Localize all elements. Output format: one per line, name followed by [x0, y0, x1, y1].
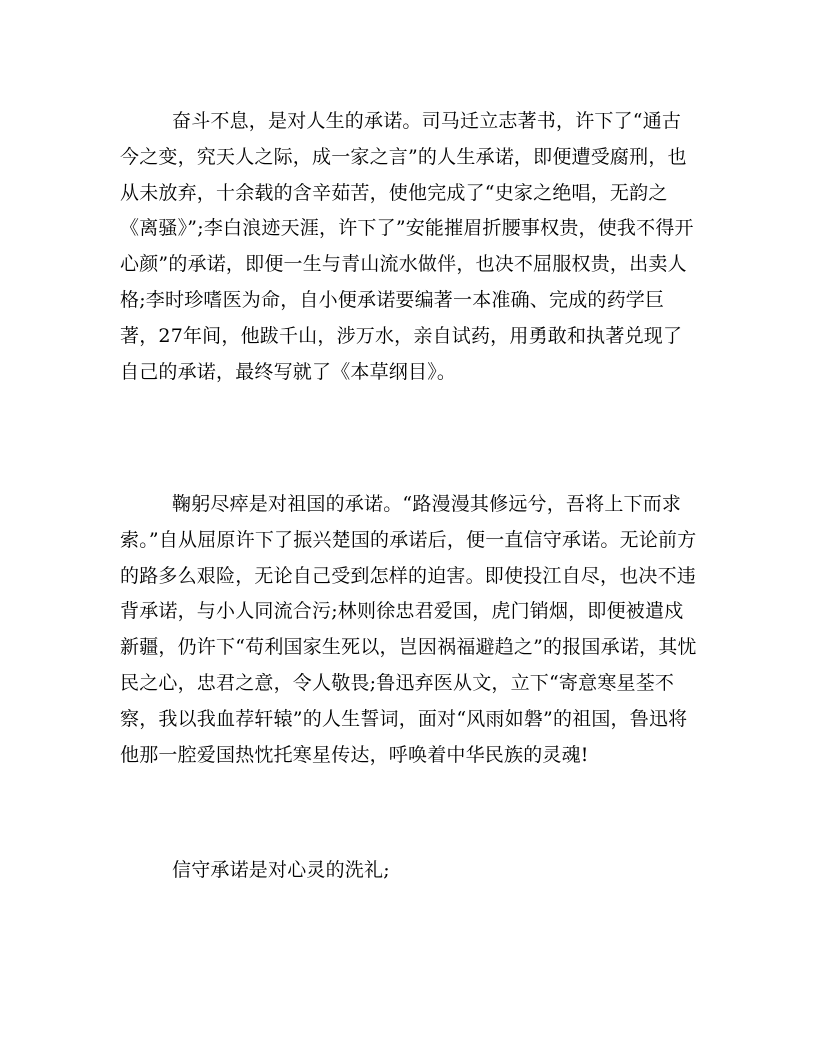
paragraph-patriotism: 鞠躬尽瘁是对祖国的承诺。“路漫漫其修远兮，吾将上下而求索。”自从屈原许下了振兴楚国的承诺后，便一直信守承诺。无论前方的路多么艰险，无论自己受到怎样的迫害。即使投江自尽，也决不违背承诺，与小人同流合污;林则徐忠君爱国，虎门销烟，即便被遣戍新疆，仍许下“苟利国家生死以，岂因祸福避趋之”的报国承诺，其忧民之心，忠君之意，令人敬畏;鲁迅弃医从文，立下“寄意寒星荃不察，我以我血荐轩辕”的人生誓词，面对“风雨如磐”的祖国，鲁迅将他那一腔爱国热忱托寒星传达，呼唤着中华民族的灵魂!	[120, 493, 697, 766]
paragraph-soul-cleansing: 信守承诺是对心灵的洗礼;	[172, 859, 390, 881]
paragraph-perseverance: 奋斗不息，是对人生的承诺。司马迁立志著书，许下了“通古今之变，究天人之际，成一家之言”的人生承诺，即便遭受腐刑，也从未放弃，十余载的含辛茹苦，使他完成了“史家之绝唱，无韵之《离骚》”;李白浪迹天涯，许下了”安能摧眉折腰事权贵，使我不得开心颜”的承诺，即便一生与青山流水做伴，也决不屈服权贵，出卖人格;李时珍嗜医为命，自小便承诺要编著一本准确、完成的药学巨著，27年间，他跋千山，涉万水，亲自试药，用勇敢和执著兑现了自己的承诺，最终写就了《本草纲目》。	[120, 110, 694, 383]
